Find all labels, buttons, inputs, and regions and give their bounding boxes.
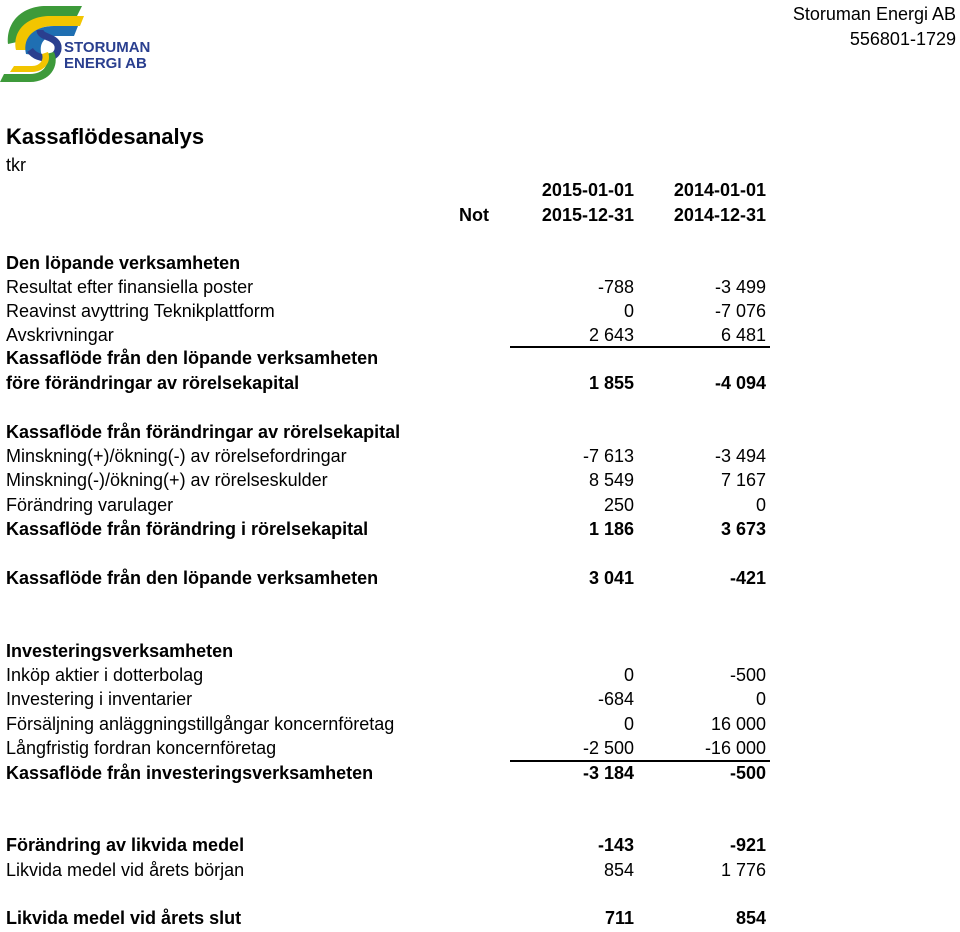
table-row [0,738,960,762]
row-value-2015: -788 [597,277,634,297]
table-row-heading [0,348,960,372]
row-value-2015: 8 549 [588,470,634,490]
row-label: Inköp aktier i dotterbolag [6,665,204,685]
table-row [0,470,960,494]
row-value-2015: 3 041 [588,568,634,588]
row-value-2014: 854 [735,908,766,928]
row-label: Förändring varulager [6,495,174,515]
subtotal-row [0,373,960,397]
row-value-2015: -684 [597,689,634,709]
row-label: Kassaflöde från investeringsverksamheten [6,763,374,783]
table-row [0,714,960,738]
table-row [0,495,960,519]
storuman-energi-logo [0,0,170,86]
row-label: Minskning(+)/ökning(-) av rörelsefordringar [6,446,347,466]
row-value-2015: 250 [603,495,634,515]
row-value-2015: 0 [623,714,634,734]
row-value-2014: -4 094 [714,373,766,393]
row-value-2015: 854 [603,860,634,880]
section-heading-operating [0,253,960,277]
note-column-header: Not [459,205,489,225]
row-value-2014: -500 [729,763,766,783]
col1-period-end: 2015-12-31 [541,205,634,225]
page-title: Kassaflödesanalys [6,124,205,149]
row-value-2014: 16 000 [710,714,766,734]
row-label: Likvida medel vid årets slut [6,908,242,928]
row-value-2015: -7 613 [582,446,634,466]
row-label: Avskrivningar [6,325,114,345]
row-label: Kassaflöde från den löpande verksamheten [6,568,379,588]
svg-text:ENERGI AB: ENERGI AB [64,55,147,72]
row-label: Försäljning anläggningstillgångar koncernföretag [6,714,395,734]
row-value-2014: 6 481 [720,325,766,345]
row-label: Långfristig fordran koncernföretag [6,738,277,758]
subtotal-rule [510,760,770,762]
total-row-cash-end [0,908,960,932]
row-value-2015: 0 [623,301,634,321]
subtotal-row [0,763,960,787]
table-row [0,446,960,470]
table-row [0,665,960,689]
logo-wordmark [64,39,150,72]
row-label: Kassaflöde från den löpande verksamheten [6,348,379,368]
row-value-2014: -16 000 [704,738,766,758]
row-value-2014: -3 494 [714,446,766,466]
row-value-2014: -500 [729,665,766,685]
subtotal-row [0,519,960,543]
row-label: Resultat efter finansiella poster [6,277,254,297]
row-value-2014: 1 776 [720,860,766,880]
row-label: Kassaflöde från förändring i rörelsekapital [6,519,369,539]
table-row [0,860,960,884]
company-name: Storuman Energi AB [792,4,956,24]
total-row-operating [0,568,960,592]
row-label: före förändringar av rörelsekapital [6,373,300,393]
row-value-2014: -3 499 [714,277,766,297]
row-value-2015: -2 500 [582,738,634,758]
row-label: Investeringsverksamheten [6,641,234,661]
row-value-2015: 711 [604,908,634,928]
row-label: Den löpande verksamheten [6,253,241,273]
row-value-2015: 0 [623,665,634,685]
row-value-2014: 0 [755,689,766,709]
table-row [0,301,960,325]
row-label: Reavinst avyttring Teknikplattform [6,301,275,321]
row-value-2014: 3 673 [720,519,766,539]
col2-period-start: 2014-01-01 [673,180,766,200]
row-label: Investering i inventarier [6,689,193,709]
row-label: Likvida medel vid årets början [6,860,245,880]
row-value-2014: -7 076 [714,301,766,321]
row-label: Kassaflöde från förändringar av rörelsekapital [6,422,401,442]
section-heading-investing [0,641,960,665]
total-row-cash-change [0,835,960,859]
row-value-2015: -3 184 [582,763,634,783]
table-row [0,277,960,301]
row-value-2014: -921 [729,835,766,855]
row-label: Minskning(-)/ökning(+) av rörelseskulder [6,470,328,490]
row-value-2015: 1 186 [588,519,634,539]
org-number: 556801-1729 [849,29,956,49]
row-value-2015: 1 855 [588,373,634,393]
table-row [0,689,960,713]
row-value-2014: 0 [755,495,766,515]
row-value-2015: -143 [597,835,634,855]
section-heading-working-capital [0,422,960,446]
row-label: Förändring av likvida medel [6,835,245,855]
col2-period-end: 2014-12-31 [673,205,766,225]
svg-text:STORUMAN: STORUMAN [64,39,151,56]
row-value-2014: 7 167 [720,470,766,490]
row-value-2014: -421 [729,568,766,588]
row-value-2015: 2 643 [588,325,634,345]
table-row [0,325,960,349]
col1-period-start: 2015-01-01 [541,180,634,200]
unit-label: tkr [6,155,26,175]
